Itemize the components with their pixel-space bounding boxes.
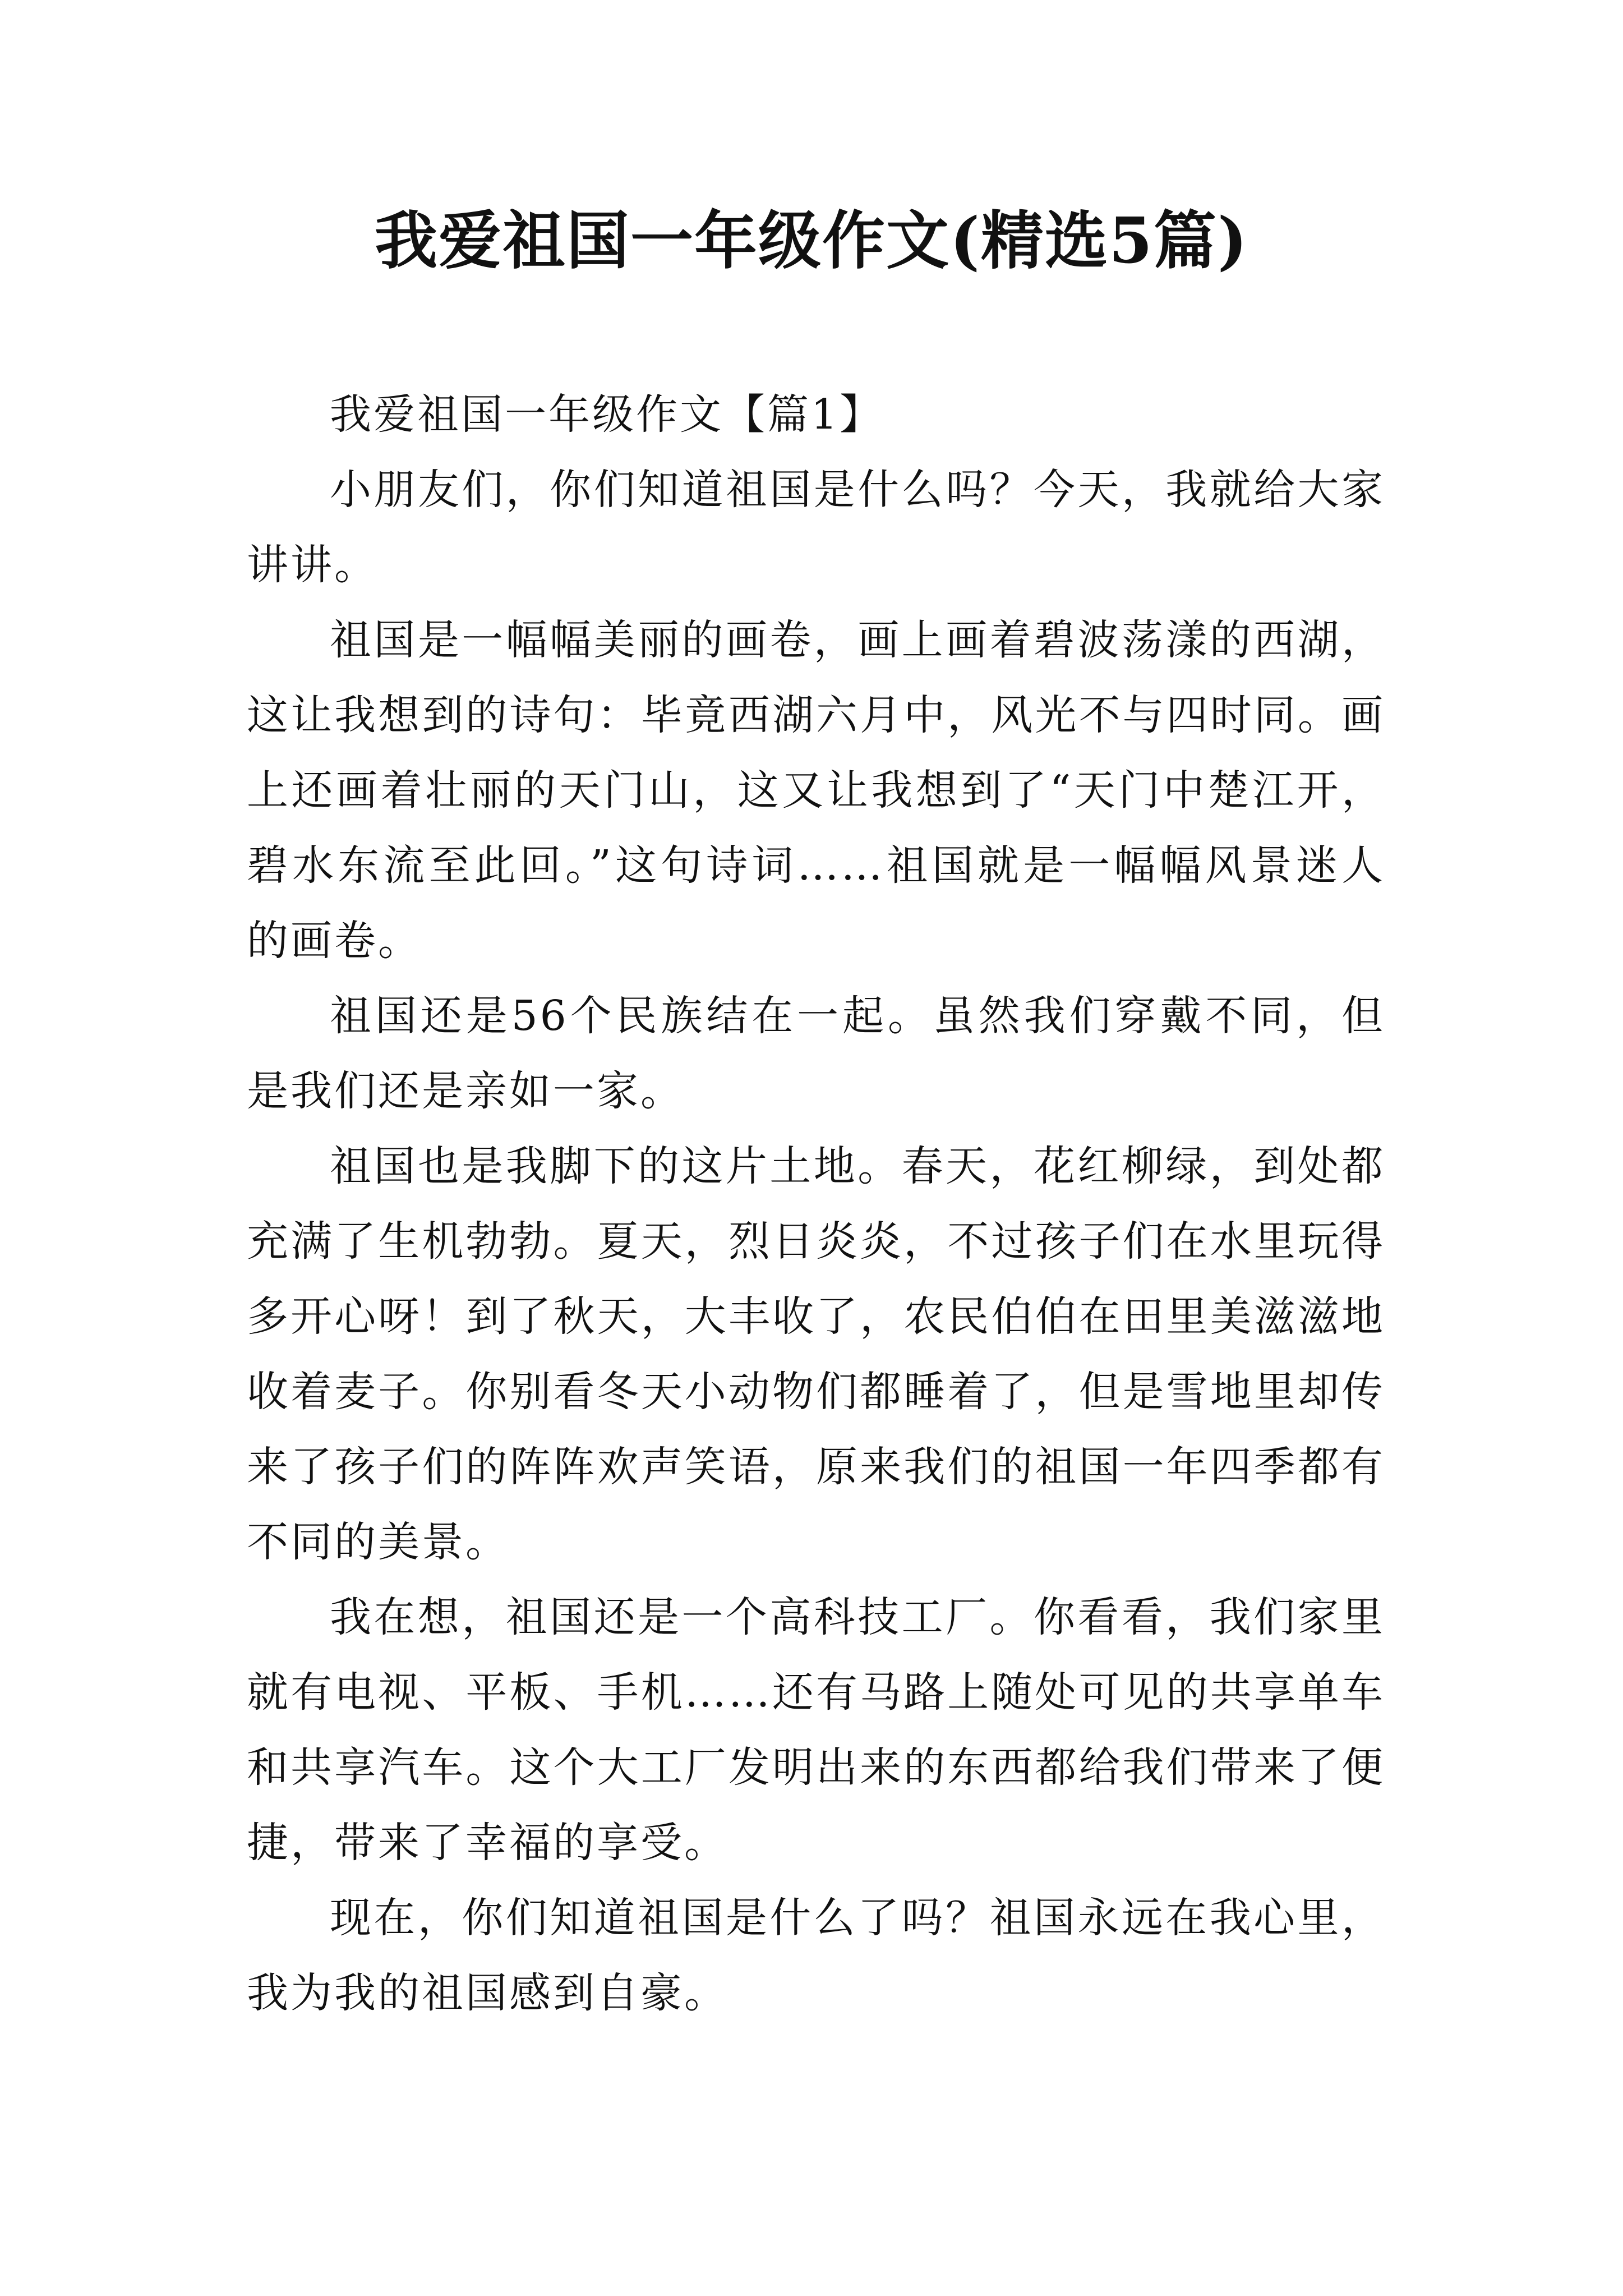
document-body <box>247 377 1385 2031</box>
paragraph: 我在想，祖国还是一个高科技工厂。你看看，我们家里就有电视、平板、手机……还有马路上随处可见的共享单车和共享汽车。这个大工厂发明出来的东西都给我们带来了便捷，带来了幸福的享受。 <box>247 1593 1385 1867</box>
paragraph: 小朋友们，你们知道祖国是什么吗？今天，我就给大家讲讲。 <box>247 466 1385 589</box>
paragraph: 现在，你们知道祖国是什么了吗？祖国永远在我心里，我为我的祖国感到自豪。 <box>247 1894 1385 2017</box>
section-heading: 我爱祖国一年级作文【篇1】 <box>330 390 884 439</box>
paragraph: 祖国是一幅幅美丽的画卷，画上画着碧波荡漾的西湖，这让我想到的诗句：毕竟西湖六月中，风光不与四时同。画上还画着壮丽的天门山，这又让我想到了“天门中楚江开，碧水东流至此回。”这句诗词……祖国就是一幅幅风景迷人的画卷。 <box>247 616 1385 965</box>
document-title: 我爱祖国一年级作文(精选5篇) <box>375 204 1248 278</box>
paragraph: 祖国还是56个民族结在一起。虽然我们穿戴不同，但是我们还是亲如一家。 <box>247 992 1385 1115</box>
paragraph: 祖国也是我脚下的这片土地。春天，花红柳绿，到处都充满了生机勃勃。夏天，烈日炎炎，不过孩子们在水里玩得多开心呀！到了秋天，大丰收了，农民伯伯在田里美滋滋地收着麦子。你别看冬天小动物们都睡着了，但是雪地里却传来了孩子们的阵阵欢声笑语，原来我们的祖国一年四季都有不同的美景。 <box>247 1142 1385 1566</box>
